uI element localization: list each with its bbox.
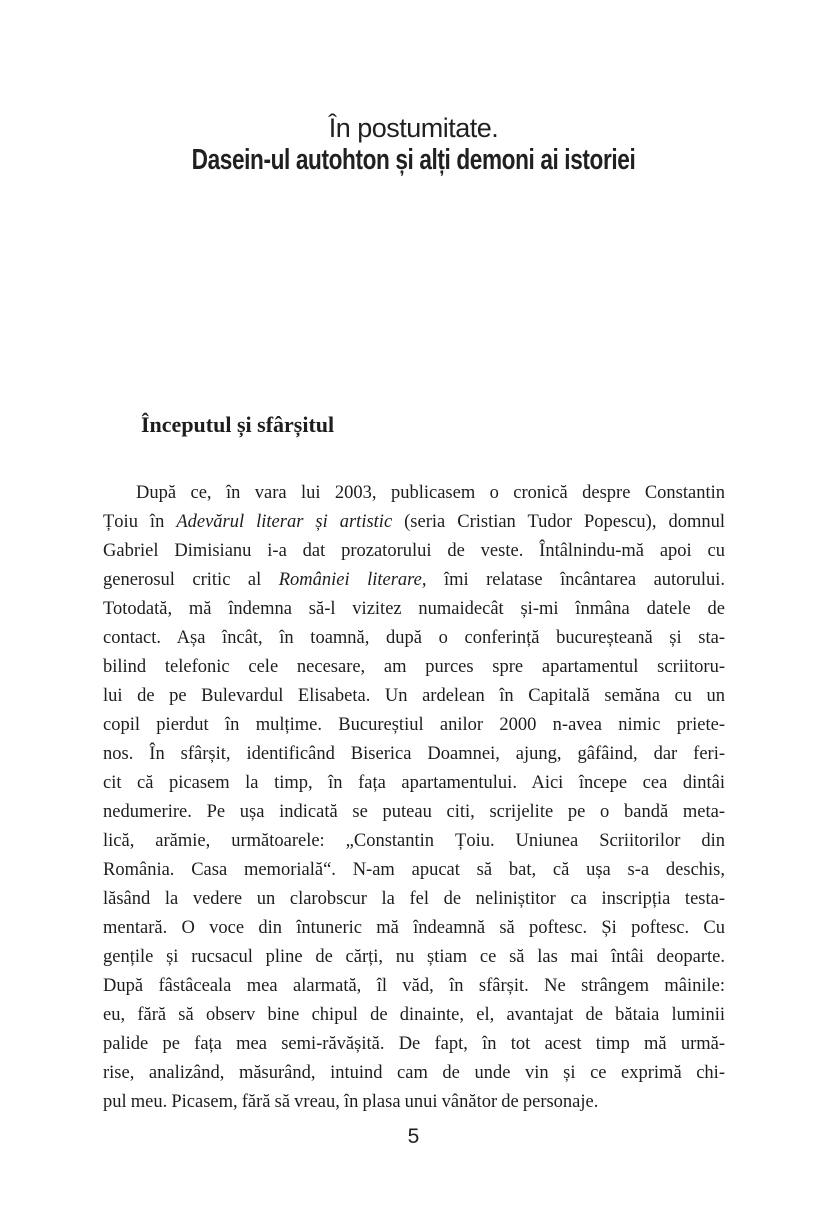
paragraph-line	[103, 479, 725, 508]
paragraph-line	[103, 827, 725, 856]
paragraph-line	[103, 769, 725, 798]
paragraph-line	[103, 653, 725, 682]
chapter-title	[0, 112, 827, 177]
text-segment: bilind telefonic cele necesare, am purces spre apartamentul scriitoru-	[103, 657, 725, 677]
text-segment: Totodată, mă îndemna să-l vizitez numaidecât și-mi înmâna datele de	[103, 599, 725, 619]
text-segment: nedumerire. Pe ușa indicată se puteau citi, scrijelite pe o bandă meta-	[103, 802, 725, 822]
chapter-title-line2: Dasein-ul autohton și alți demoni ai istoriei	[191, 144, 636, 176]
paragraph-line	[103, 624, 725, 653]
section-heading: Începutul și sfârșitul	[141, 412, 335, 437]
paragraph-line	[103, 1059, 725, 1088]
paragraph-line	[103, 595, 725, 624]
paragraph	[103, 479, 725, 1117]
chapter-title-line1: În postumitate.	[328, 113, 499, 143]
text-segment: rise, analizând, măsurând, intuind cam de unde vin și ce exprimă chi-	[103, 1063, 725, 1083]
page-number: 5	[407, 1125, 420, 1148]
text-segment: gențile și rucsacul pline de cărți, nu știam ce să las mai întâi deoparte.	[103, 947, 725, 967]
text-segment: nos. În sfârșit, identificând Biserica Doamnei, ajung, gâfâind, dar feri-	[103, 744, 725, 764]
text-segment: mentară. O voce din întuneric mă îndeamnă să poftesc. Și poftesc. Cu	[103, 918, 725, 938]
text-segment: , îmi relatase încântarea autorului.	[421, 570, 725, 590]
text-segment: După ce, în vara lui 2003, publicasem o cronică despre Constantin	[136, 483, 725, 503]
text-segment: După fâstâceala mea alarmată, îl văd, în sfârșit. Ne strângem mâinile:	[103, 976, 725, 996]
paragraph-line	[103, 537, 725, 566]
text-segment: lăsând la vedere un clarobscur la fel de neliniștitor ca inscripția testa-	[103, 889, 725, 909]
paragraph-line	[103, 1088, 725, 1117]
text-segment: lui de pe Bulevardul Elisabeta. Un ardelean în Capitală semăna cu un	[103, 686, 725, 706]
text-segment: eu, fără să observ bine chipul de dinainte, el, avantajat de bătaia luminii	[103, 1005, 725, 1025]
text-segment: Țoiu în	[103, 512, 177, 532]
paragraph-line	[103, 798, 725, 827]
text-segment: copil pierdut în mulțime. Bucureștiul anilor 2000 n-avea nimic priete-	[103, 715, 725, 735]
text-segment: contact. Așa încât, în toamnă, după o conferință bucureșteană și sta-	[103, 628, 725, 648]
paragraph-line	[103, 885, 725, 914]
paragraph-line	[103, 740, 725, 769]
italic-text-segment: României literare	[278, 570, 422, 590]
text-segment: (seria Cristian Tudor Popescu), domnul	[392, 512, 725, 532]
text-segment: palide pe fața mea semi-răvășită. De fapt, în tot acest timp mă urmă-	[103, 1034, 725, 1054]
text-segment: pul meu. Picasem, fără să vreau, în plasa unui vânător de personaje.	[103, 1092, 599, 1112]
paragraph-line	[103, 508, 725, 537]
text-segment: cit că picasem la timp, în fața apartamentului. Aici începe cea dintâi	[103, 773, 725, 793]
paragraph-line	[103, 943, 725, 972]
italic-text-segment: Adevărul literar și artistic	[176, 512, 393, 532]
paragraph-line	[103, 711, 725, 740]
text-segment: Gabriel Dimisianu i-a dat prozatorului de veste. Întâlnindu-mă apoi cu	[103, 541, 725, 561]
paragraph-line	[103, 972, 725, 1001]
text-segment: lică, arămie, următoarele: „Constantin Țoiu. Uniunea Scriitorilor din	[103, 831, 725, 851]
paragraph-line	[103, 566, 725, 595]
paragraph-line	[103, 914, 725, 943]
paragraph-line	[103, 856, 725, 885]
paragraph-line	[103, 1030, 725, 1059]
paragraph-line	[103, 682, 725, 711]
text-segment: generosul critic al	[103, 570, 279, 590]
paragraph-line	[103, 1001, 725, 1030]
text-segment: România. Casa memorială“. N-am apucat să bat, că ușa s-a deschis,	[103, 860, 725, 880]
